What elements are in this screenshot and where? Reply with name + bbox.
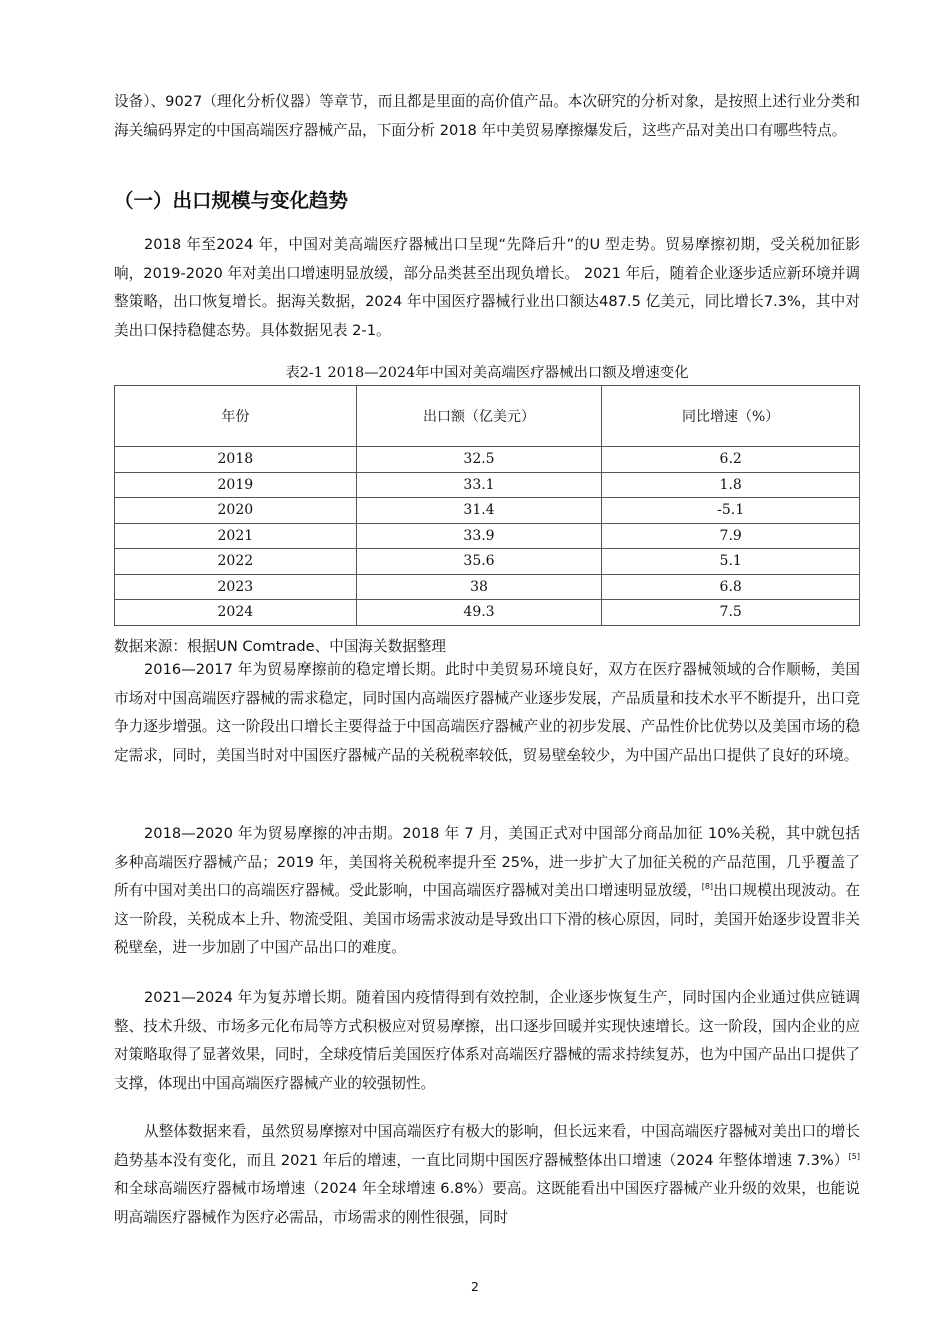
table-row: [115, 447, 860, 473]
cell-year: 2019: [115, 472, 357, 498]
paragraph-text: 和全球高端医疗器械市场增速（2024 年全球增速 6.8%）要高。这既能看出中国医疗器械产业升级的效果，也能说明高端医疗器械作为医疗必需品，市场需求的刚性很强，同时: [114, 1180, 860, 1226]
paragraph-overview: 2018 年至2024 年，中国对美高端医疗器械出口呈现“先降后升”的U 型走势。贸易摩擦初期，受关税加征影响，2019-2020 年对美出口增速明显放缓，部分品类甚至出现负增长。 2021 年后，随着企业逐步适应新环境并调整策略，出口恢复增长。据海关数据，2024 年中国医疗器械行业出口额达487.5 亿美元，同比增长7.3%，其中对美出口保持稳健态势。具体数据见表 2-1。: [114, 236, 860, 339]
table-source-note: 数据来源：根据UN Comtrade、中国海关数据整理: [114, 638, 446, 655]
citation-ref: [5]: [848, 1151, 860, 1161]
paragraph-recovery-period: 2021—2024 年为复苏增长期。随着国内疫情得到有效控制，企业逐步恢复生产，同时国内企业通过供应链调整、技术升级、市场多元化布局等方式积极应对贸易摩擦，出口逐步回暖并实现快速增长。这一阶段，国内企业的应对策略取得了显著效果，同时，全球疫情后美国医疗体系对高端医疗器械的需求持续复苏，也为中国产品出口提供了支撑，体现出中国高端医疗器械产业的较强韧性。: [114, 989, 860, 1092]
paragraph-stable-period: 2016—2017 年为贸易摩擦前的稳定增长期。此时中美贸易环境良好，双方在医疗器械领域的合作顺畅，美国市场对中国高端医疗器械的需求稳定，同时国内高端医疗器械产业逐步发展，产品质量和技术水平不断提升，出口竞争力逐步增强。这一阶段出口增长主要得益于中国高端医疗器械产业的初步发展、产品性价比优势以及美国市场的稳定需求，同时，美国当时对中国医疗器械产品的关税税率较低，贸易壁垒较少，为中国产品出口提供了良好的环境。: [114, 661, 860, 764]
paragraph-text: 从整体数据来看，虽然贸易摩擦对中国高端医疗有极大的影响，但长远来看，中国高端医疗器械对美出口的增长趋势基本没有变化，而且 2021 年后的增速，一直比同期中国医疗器械整体出口增速（2024 年整体增速 7.3%）: [114, 1123, 860, 1169]
cell-year: 2022: [115, 549, 357, 575]
table-row: [115, 600, 860, 626]
cell-growth-rate: 5.1: [602, 549, 860, 575]
cell-export-value: 38: [356, 574, 602, 600]
section-heading: （一）出口规模与变化趋势: [114, 189, 349, 212]
cell-growth-rate: 6.2: [602, 447, 860, 473]
table-row: [115, 498, 860, 524]
export-table: [114, 385, 860, 626]
cell-year: 2018: [115, 447, 357, 473]
cell-growth-rate: -5.1: [602, 498, 860, 524]
cell-export-value: 33.9: [356, 523, 602, 549]
cell-export-value: 49.3: [356, 600, 602, 626]
intro-paragraph: 设备）、9027（理化分析仪器）等章节，而且都是里面的高价值产品。本次研究的分析对象，是按照上述行业分类和海关编码界定的中国高端医疗器械产品，下面分析 2018 年中美贸易摩擦爆发后，这些产品对美出口有哪些特点。: [114, 93, 860, 139]
paragraph-text: 出口规模出现波动。在这一阶段，关税成本上升、物流受阻、美国市场需求波动是导致出口下滑的核心原因，同时，美国开始逐步设置非关税壁垒，进一步加剧了中国产品出口的难度。: [114, 882, 860, 956]
cell-growth-rate: 7.5: [602, 600, 860, 626]
cell-year: 2024: [115, 600, 357, 626]
cell-growth-rate: 6.8: [602, 574, 860, 600]
table-row: [115, 523, 860, 549]
cell-export-value: 35.6: [356, 549, 602, 575]
cell-year: 2020: [115, 498, 357, 524]
header-year: 年份: [115, 386, 357, 447]
cell-export-value: 32.5: [356, 447, 602, 473]
cell-export-value: 31.4: [356, 498, 602, 524]
paragraph-overall-trend: [114, 1118, 860, 1232]
page-number: 2: [471, 1279, 479, 1294]
citation-ref: [8]: [701, 882, 714, 892]
cell-growth-rate: 7.9: [602, 523, 860, 549]
header-growth-rate: 同比增速（%）: [602, 386, 860, 447]
table-caption: 表2-1 2018—2024年中国对美高端医疗器械出口额及增速变化: [285, 365, 689, 381]
table-row: [115, 472, 860, 498]
table-row: [115, 574, 860, 600]
cell-year: 2023: [115, 574, 357, 600]
table-row: [115, 549, 860, 575]
cell-year: 2021: [115, 523, 357, 549]
cell-export-value: 33.1: [356, 472, 602, 498]
paragraph-text: 2018—2020 年为贸易摩擦的冲击期。2018 年 7 月，美国正式对中国部分商品加征 10%关税，其中就包括多种高端医疗器械产品；2019 年，美国将关税税率提升至 25%，进一步扩大了加征关税的产品范围，几乎覆盖了所有中国对美出口的高端医疗器械。受此影响，中国高端医疗器械对美出口增速明显放缓，: [114, 825, 860, 899]
cell-growth-rate: 1.8: [602, 472, 860, 498]
header-export-value: 出口额（亿美元）: [356, 386, 602, 447]
paragraph-impact-period: [114, 820, 860, 963]
table-header-row: [115, 386, 860, 447]
